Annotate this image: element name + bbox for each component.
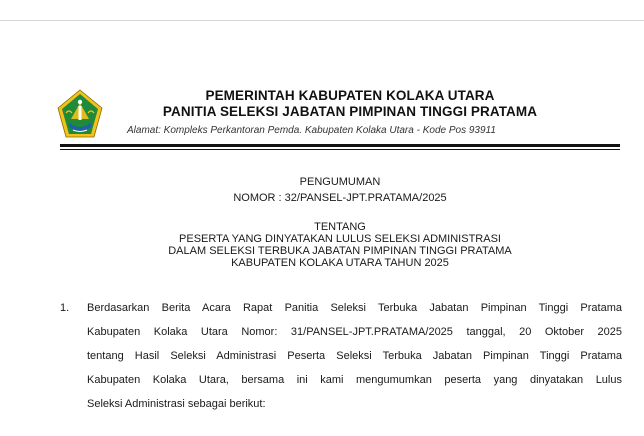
subject-line-1: PESERTA YANG DINYATAKAN LULUS SELEKSI ADMINISTRASI: [179, 233, 501, 245]
paragraph-line: Kabupaten Kolaka Utara, bersama ini kami mengumumkan peserta yang dinyatakan Lulus: [87, 374, 622, 386]
announcement-heading: [60, 176, 620, 204]
paragraph-number: 1.: [60, 302, 70, 314]
announcement-number: NOMOR : 32/PANSEL-JPT.PRATAMA/2025: [233, 192, 447, 204]
letterhead-divider-thick: [60, 144, 620, 147]
paragraph-line: Berdasarkan Berita Acara Rapat Panitia Seleksi Terbuka Jabatan Pimpinan Tinggi Pratama: [87, 302, 622, 314]
paragraph-line: Seleksi Administrasi sebagai berikut:: [87, 398, 266, 410]
regency-emblem-icon: [57, 89, 103, 139]
subject-line-3: KABUPATEN KOLAKA UTARA TAHUN 2025: [231, 257, 449, 269]
announcement-subject: [60, 221, 620, 269]
paragraph-body: [87, 296, 622, 416]
announcement-title: PENGUMUMAN: [299, 176, 381, 188]
letterhead-address: Alamat: Kompleks Perkantoran Pemda. Kabupaten Kolaka Utara - Kode Pos 93911: [127, 125, 496, 136]
letterhead-government-name: PEMERINTAH KABUPATEN KOLAKA UTARA: [205, 88, 495, 103]
letterhead-divider-thin: [60, 149, 620, 150]
subject-heading: TENTANG: [314, 221, 366, 233]
letterhead-committee-name: PANITIA SELEKSI JABATAN PIMPINAN TINGGI PRATAMA: [162, 104, 538, 119]
page-top-divider: [0, 20, 644, 21]
paragraph-line: tentang Hasil Seleksi Administrasi Peserta Seleksi Terbuka Jabatan Pimpinan Tinggi Pratama: [87, 350, 622, 362]
paragraph-line: Kabupaten Kolaka Utara Nomor: 31/PANSEL-JPT.PRATAMA/2025 tanggal, 20 Oktober 2025: [87, 326, 622, 338]
letterhead: [110, 88, 590, 120]
subject-line-2: DALAM SELEKSI TERBUKA JABATAN PIMPINAN TINGGI PRATAMA: [168, 245, 512, 257]
